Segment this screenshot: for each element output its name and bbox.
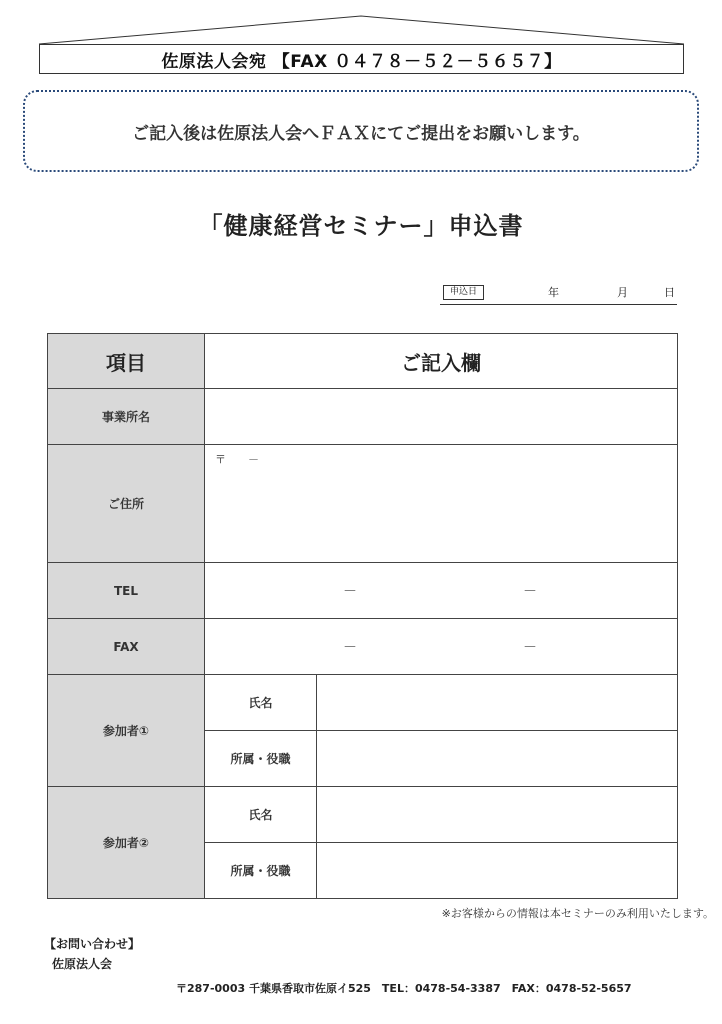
submission-instruction-box <box>23 90 699 172</box>
form-title: 「健康経営セミナー」申込書 <box>198 212 524 240</box>
participant1-name-label: 氏名 <box>205 675 317 731</box>
application-date-label: 申込日 <box>443 285 484 300</box>
date-month-label: 月 <box>617 286 628 299</box>
header-entry-cell: ご記入欄 <box>205 334 678 389</box>
fax-label: FAX <box>48 619 205 675</box>
table-row <box>48 619 678 675</box>
table-row <box>48 787 678 843</box>
fax-destination-banner <box>39 44 684 74</box>
contact-organization: 佐原法人会 <box>52 957 113 971</box>
table-row <box>48 389 678 445</box>
application-form-table <box>47 333 678 899</box>
participant1-label: 参加者① <box>48 675 205 787</box>
table-row <box>48 563 678 619</box>
contact-heading: 【お問い合わせ】 <box>44 937 141 951</box>
participant2-name-label: 氏名 <box>205 787 317 843</box>
submission-instruction-text: ご記入後は佐原法人会へＦＡＸにてご提出をお願いします。 <box>132 123 590 144</box>
table-header-row <box>48 334 678 389</box>
application-date-line[interactable] <box>440 284 677 305</box>
table-row <box>48 445 678 563</box>
tel-label: TEL <box>48 563 205 619</box>
participant1-affiliation-label: 所属・役職 <box>205 731 317 787</box>
fax-destination-text: 佐原法人会宛 【FAX ０４７８－５２－５６５７】 <box>161 51 562 72</box>
privacy-note: ※お客様からの情報は本セミナーのみ利用いたします。 <box>441 907 714 920</box>
participant2-name-field[interactable] <box>317 787 678 843</box>
participant2-affiliation-label: 所属・役職 <box>205 843 317 899</box>
tel-dash-2: － <box>523 584 537 600</box>
fax-dash-1: － <box>343 640 357 656</box>
contact-address-line: 〒287-0003 千葉県香取市佐原イ525 TEL：0478-54-3387 FAX：0478-52-5657 <box>176 982 632 995</box>
participant1-affiliation-field[interactable] <box>317 731 678 787</box>
fax-dash-2: － <box>523 640 537 656</box>
fax-field[interactable] <box>205 619 678 675</box>
table-row <box>48 675 678 731</box>
participant2-label: 参加者② <box>48 787 205 899</box>
participant1-name-field[interactable] <box>317 675 678 731</box>
business-name-label: 事業所名 <box>48 389 205 445</box>
participant2-affiliation-field[interactable] <box>317 843 678 899</box>
header-item-cell: 項目 <box>48 334 205 389</box>
date-day-label: 日 <box>664 286 675 299</box>
business-name-field[interactable] <box>205 389 678 445</box>
postal-code-prefix: 〒 － <box>215 453 259 466</box>
address-label: ご住所 <box>48 445 205 563</box>
tel-dash-1: － <box>343 584 357 600</box>
address-field[interactable] <box>205 445 678 563</box>
date-year-label: 年 <box>548 286 559 299</box>
tel-field[interactable] <box>205 563 678 619</box>
